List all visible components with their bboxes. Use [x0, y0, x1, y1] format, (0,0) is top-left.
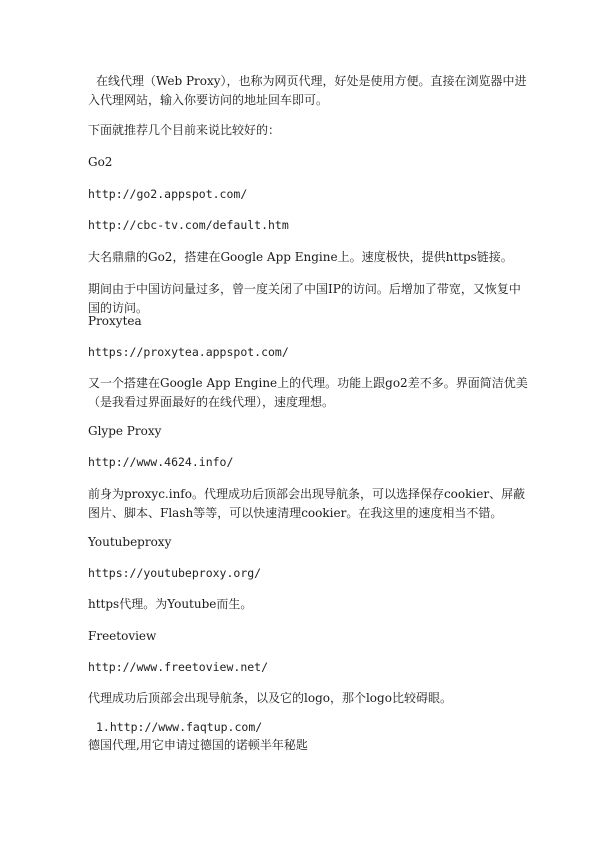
entry-desc-proxytea: 又一个搭建在Google App Engine上的代理。功能上跟go2差不多。界面简洁优美（是我看过界面最好的在线代理），速度理想。 — [88, 376, 528, 409]
entry-desc-glype: 前身为proxyc.info。代理成功后顶部会出现导航条，可以选择保存cookier、屏蔽图片、脚本、Flash等等，可以快速清理cookier。在我这里的速度相当不错。 — [88, 487, 526, 520]
entry-name-proxytea: Proxytea — [88, 314, 142, 328]
entry-url-freetoview[interactable]: http://www.freetoview.net/ — [88, 660, 269, 674]
entry-desc-go2-1: 大名鼎鼎的Go2，搭建在Google App Engine上。速度极快，提供https链接。 — [88, 250, 513, 264]
last-entry-desc: 德国代理,用它申请过德国的诺顿半年秘匙 — [88, 738, 308, 752]
intro-paragraph: 在线代理（Web Proxy），也称为网页代理，好处是使用方便。直接在浏览器中进入代理网站，输入你要访问的地址回车即可。 — [88, 74, 527, 107]
entry-url-glype[interactable]: http://www.4624.info/ — [88, 455, 234, 469]
entry-url-go2-2[interactable]: http://cbc-tv.com/default.htm — [88, 218, 289, 232]
entry-name-glype: Glype Proxy — [88, 424, 162, 438]
entry-url-youtubeproxy[interactable]: https://youtubeproxy.org/ — [88, 566, 262, 580]
entry-desc-youtubeproxy: https代理。为Youtube而生。 — [88, 597, 253, 611]
recommend-heading: 下面就推荐几个目前来说比较好的： — [88, 123, 281, 137]
entry-name-go2: Go2 — [88, 155, 113, 169]
entry-name-youtubeproxy: Youtubeproxy — [88, 535, 172, 549]
last-entry-url[interactable]: 1.http://www.faqtup.com/ — [96, 720, 263, 734]
entry-url-go2-1[interactable]: http://go2.appspot.com/ — [88, 187, 248, 201]
entry-url-proxytea[interactable]: https://proxytea.appspot.com/ — [88, 345, 289, 359]
entry-desc-go2-2: 期间由于中国访问量过多，曾一度关闭了中国IP的访问。后增加了带宽，又恢复中国的访问。 — [88, 282, 521, 315]
entry-name-freetoview: Freetoview — [88, 629, 157, 643]
entry-desc-freetoview: 代理成功后顶部会出现导航条，以及它的logo，那个logo比较碍眼。 — [88, 691, 452, 705]
